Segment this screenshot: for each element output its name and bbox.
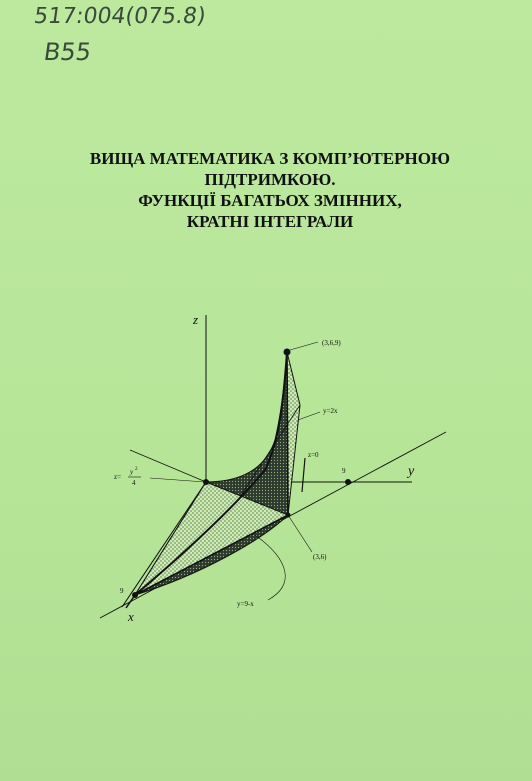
leader-base [288,515,312,552]
title-line-1: ВИЩА МАТЕМАТИКА З КОМП’ЮТЕРНОЮ [89,149,451,168]
x-arrow [126,595,135,608]
call-number: B55 [42,38,93,66]
title-line-2: ПІДТРИМКОЮ. [204,170,336,189]
z0-label: z=0 [308,451,319,459]
title-line-4: КРАТНІ ІНТЕГРАЛИ [186,212,354,231]
point-base-label: (3,6) [313,553,327,561]
x-axis-label: x [128,609,134,624]
axis-extension-left [130,450,206,482]
udc-shelfmark: 517:004(075.8) [32,4,208,29]
surface-label-exponent: 2 [135,467,138,472]
y2x-label: y=2x [323,407,338,415]
z-axis-label: z [193,312,199,327]
leader-top [290,342,318,350]
z0-pointer [302,458,305,492]
leader-y2x [298,412,320,420]
point-top [284,349,291,356]
y9x-label: y=9-x [237,600,254,608]
surface-label-prefix: z= [114,473,122,481]
x9-tick-label: 9 [120,587,124,595]
y9-tick-label: 9 [342,467,346,475]
vertical-plane [287,352,300,515]
surface-label-numerator: y [130,468,134,476]
y-axis-label: y [408,464,415,479]
point-top-label: (3,6,9) [322,339,341,347]
leader-surface [150,478,205,482]
point-y9 [345,479,351,485]
vertical-edge [287,352,288,515]
surface-label-denominator: 4 [132,479,136,487]
title-line-3: ФУНКЦІЇ БАГАТЬОХ ЗМІННИХ, [138,191,402,210]
leader-y9x [255,535,285,600]
